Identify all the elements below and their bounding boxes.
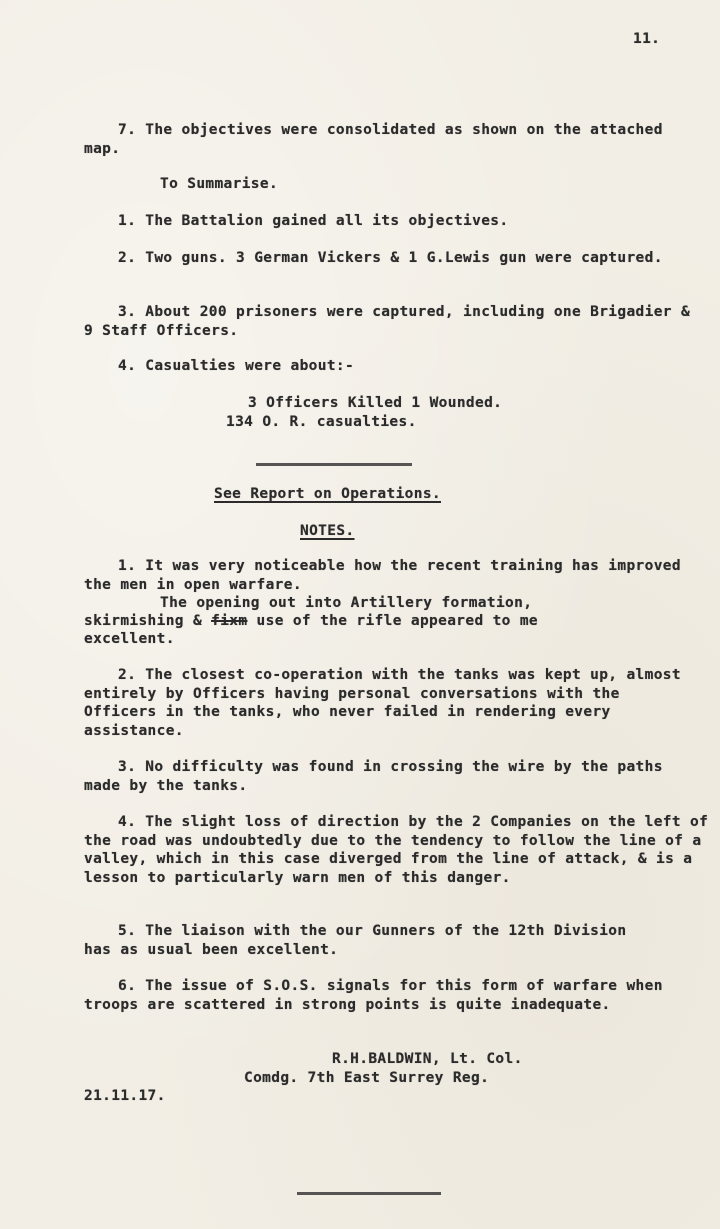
summary-item-3: 3. About 200 prisoners were captured, including one Brigadier & 9 Staff Officers.: [84, 304, 691, 339]
summary-item-2: 2. Two guns. 3 German Vickers & 1 G.Lewis gun were captured.: [118, 250, 663, 266]
note-1-sub-b: [84, 612, 538, 630]
note-3: 3. No difficulty was found in crossing the wire by the paths made by the tanks.: [84, 759, 663, 794]
signature-name: R.H.BALDWIN, Lt. Col.: [332, 1051, 523, 1067]
page-number: 11.: [633, 31, 661, 47]
note-1-sub-c: excellent.: [84, 631, 175, 647]
summary-item-4: 4. Casualties were about:-: [118, 358, 355, 374]
summary-heading: To Summarise.: [160, 176, 279, 192]
divider-bottom: [297, 1192, 441, 1195]
note-1-sub-b-end: use of the rifle appeared to me: [247, 613, 539, 629]
note-1-sub-a: The opening out into Artillery formation,: [160, 595, 533, 611]
notes-heading: NOTES.: [300, 523, 355, 539]
struck-out-word: fixm: [211, 613, 248, 629]
divider-top: [256, 463, 412, 466]
see-report-heading: See Report on Operations.: [214, 486, 441, 502]
document-date: 21.11.17.: [84, 1088, 166, 1104]
note-5: 5. The liaison with the our Gunners of the 12th Division has as usual been excellent.: [84, 923, 627, 958]
note-6: 6. The issue of S.O.S. signals for this form of warfare when troops are scattered in strong points is quite inadequate.: [84, 978, 663, 1013]
casualties-officers: 3 Officers Killed 1 Wounded.: [248, 395, 503, 411]
casualties-other-ranks: 134 O. R. casualties.: [226, 414, 417, 430]
note-1: 1. It was very noticeable how the recent training has improved the men in open warfare.: [84, 558, 681, 593]
signature-unit: Comdg. 7th East Surrey Reg.: [244, 1070, 490, 1086]
note-2: 2. The closest co-operation with the tanks was kept up, almost entirely by Officers having personal conversations with the Officers in the tanks, who never failed in rendering every assistance.: [84, 667, 681, 739]
note-4: 4. The slight loss of direction by the 2 Companies on the left of the road was undoubtedly due to the tendency to follow the line of a valley, which in this case diverged from the line of attack, & is a lesson to particularly warn men of this danger.: [84, 814, 709, 886]
summary-item-1: 1. The Battalion gained all its objectives.: [118, 213, 509, 229]
paragraph-7: 7. The objectives were consolidated as shown on the attached map.: [84, 122, 663, 157]
note-1-sub-b-start: skirmishing &: [84, 613, 212, 629]
